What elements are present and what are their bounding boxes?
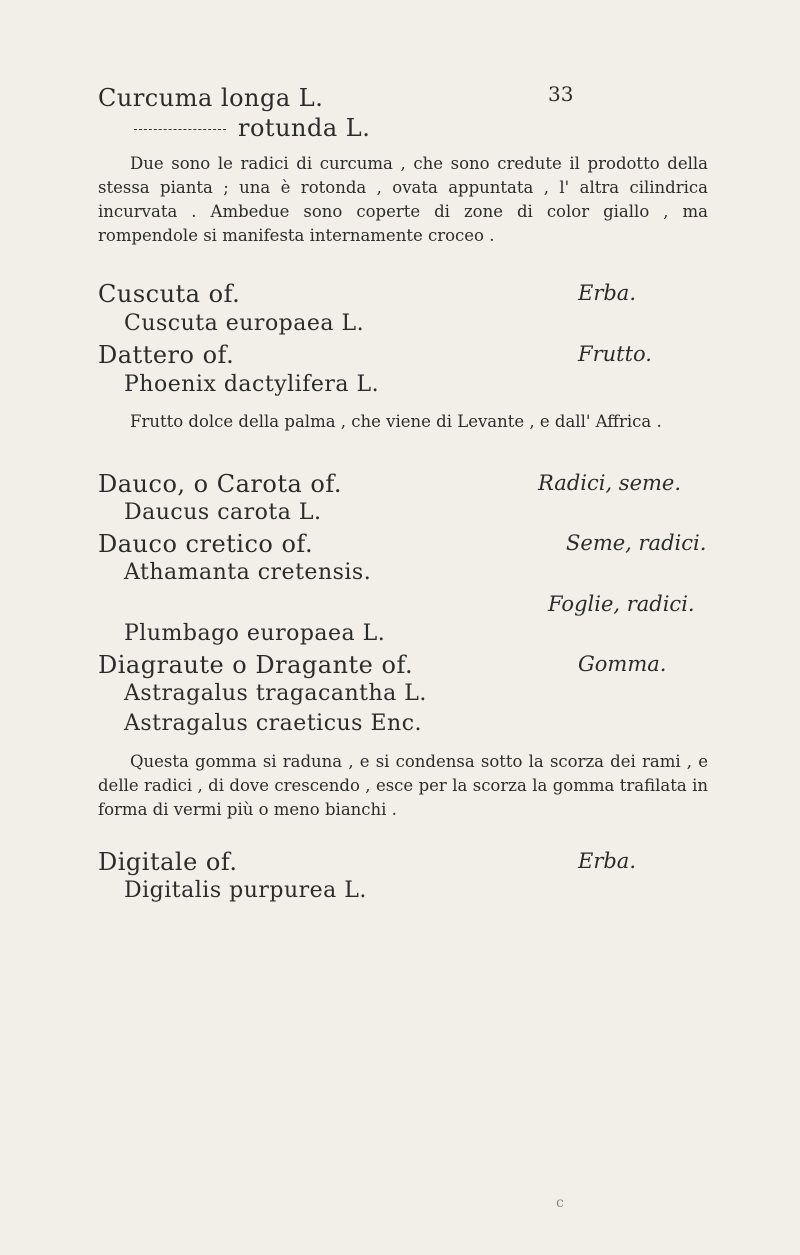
paragraph-gomma: [98, 750, 708, 822]
footer-signature-mark: c: [556, 1195, 564, 1211]
part-cuscuta: Erba.: [578, 281, 637, 305]
page-number: 33: [548, 82, 574, 106]
part-dauco: Radici, seme.: [538, 471, 682, 495]
part-dattero: Frutto.: [578, 342, 652, 366]
paragraph-curcuma-text: Due sono le radici di curcuma , che sono credute il prodotto della stessa pianta ; una è rotonda , ovata appuntata , l' altra cilindrica incurvata . Ambedue sono coperte di zone di color giallo , ma rompendole si manifesta internamente croceo .: [98, 154, 708, 245]
entry-cuscuta: Cuscuta of.: [98, 280, 241, 308]
paragraph-dattero: [98, 410, 708, 434]
part-dauco-cretico: Seme, radici.: [566, 531, 707, 555]
entry-digitale: Digitale of.: [98, 848, 238, 876]
entry-athamanta: Athamanta cretensis.: [124, 560, 372, 585]
part-digitale: Erba.: [578, 849, 637, 873]
entry-daucus: Daucus carota L.: [124, 500, 322, 525]
entry-curcuma-rotunda-text: rotunda L.: [238, 114, 371, 142]
entry-dattero: Dattero of.: [98, 341, 235, 369]
entry-curcuma-rotunda: [134, 114, 370, 142]
entry-phoenix: Phoenix dactylifera L.: [124, 372, 380, 397]
paragraph-dattero-text: Frutto dolce della palma , che viene di Levante , e dall' Affrica .: [130, 412, 662, 431]
entry-plumbago: Plumbago europaea L.: [124, 621, 386, 646]
ditto-dash: [134, 129, 226, 130]
paragraph-gomma-text: Questa gomma si raduna , e si condensa sotto la scorza dei rami , e delle radici , di dove crescendo , esce per la scorza la gomma trafilata in forma di vermi più o meno bianchi .: [98, 752, 708, 819]
entry-cuscuta-europaea: Cuscuta europaea L.: [124, 311, 365, 336]
entry-astragalus-craeticus: Astragalus craeticus Enc.: [124, 711, 423, 736]
entry-dauco-cretico: Dauco cretico of.: [98, 530, 314, 558]
entry-astragalus-tragacantha: Astragalus tragacantha L.: [124, 681, 427, 706]
entry-curcuma-longa: Curcuma longa L.: [98, 84, 324, 112]
entry-diagraute: Diagraute o Dragante of.: [98, 651, 414, 679]
entry-digitalis: Digitalis purpurea L.: [124, 878, 367, 903]
part-diagraute: Gomma.: [578, 652, 667, 676]
entry-dauco: Dauco, o Carota of.: [98, 470, 343, 498]
paragraph-curcuma: [98, 152, 708, 248]
part-dentillaria: Foglie, radici.: [548, 592, 695, 616]
